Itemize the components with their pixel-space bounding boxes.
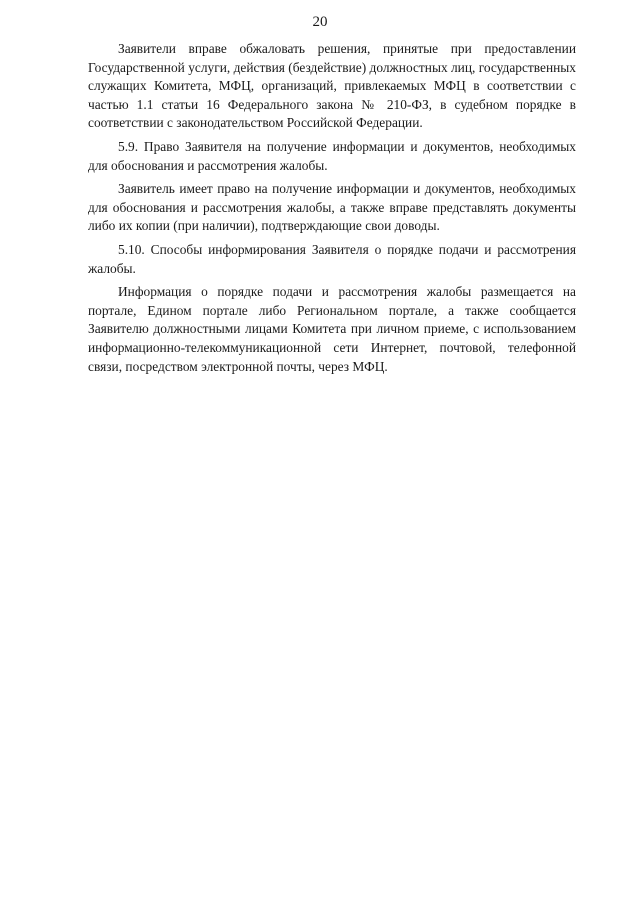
- paragraph-section-5-10: 5.10. Способы информирования Заявителя о порядке подачи и рассмотрения жалобы.: [88, 241, 576, 276]
- document-body: [88, 40, 576, 381]
- paragraph-applicant-right: Заявитель имеет право на получение информации и документов, необходимых для обоснования и рассмотрения жалобы, а также вправе представлять документы либо их копии (при наличии), подтверждающие свои доводы.: [88, 181, 576, 234]
- paragraph-appeal-court: Заявители вправе обжаловать решения, принятые при предоставлении Государственной услуги, действия (бездействие) должностных лиц, государственных служащих Комитета, МФЦ, организаций, привлекаемых МФЦ в соответствии с частью 1.1 статьи 16 Федерального закона № 210-ФЗ, в судебном порядке в соответствии с законодательством Российской Федерации.: [88, 41, 576, 131]
- paragraph-section-5-9: 5.9. Право Заявителя на получение информации и документов, необходимых для обоснования и рассмотрения жалобы.: [88, 138, 576, 173]
- paragraph-information-methods: Информация о порядке подачи и рассмотрения жалобы размещается на портале, Едином портале либо Региональном портале, а также сообщается Заявителю должностными лицами Комитета при личном приеме, с использованием информационно-телекоммуникационной сети Интернет, почтовой, телефонной связи, посредством электронной почты, через МФЦ.: [88, 284, 576, 374]
- page-number: 20: [312, 14, 328, 30]
